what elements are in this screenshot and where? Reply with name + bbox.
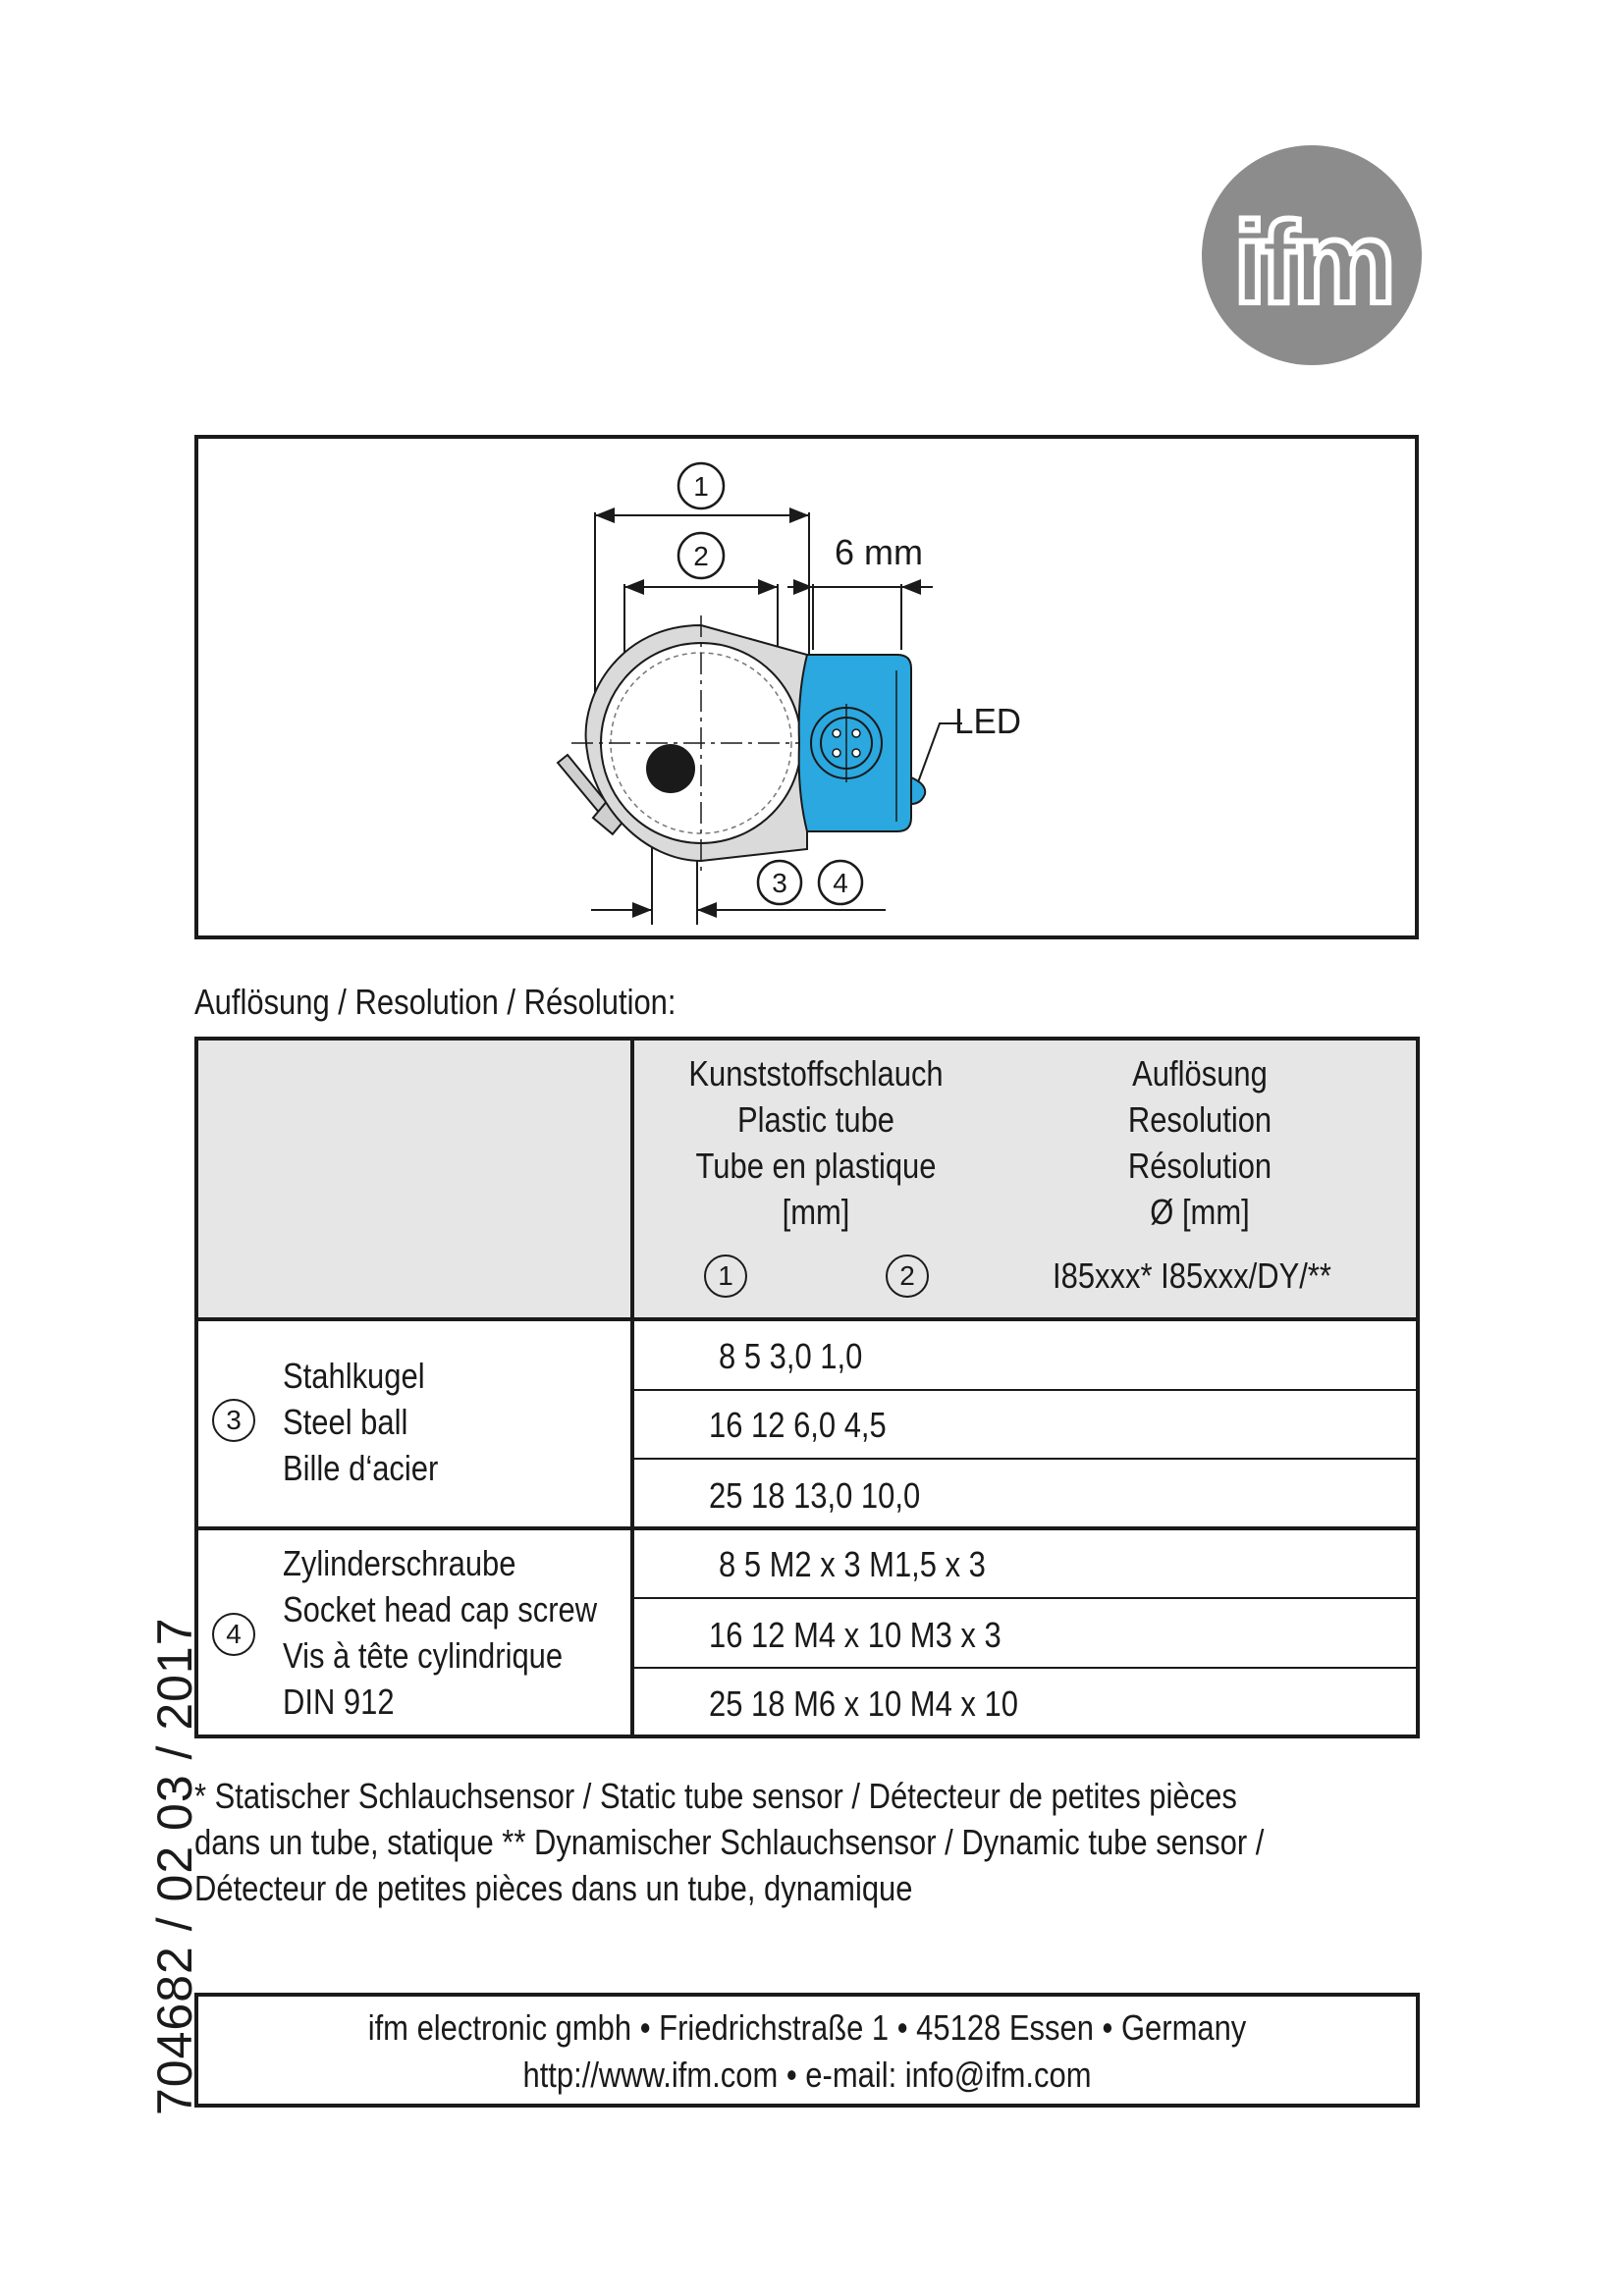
sensor-drawing [194, 435, 1419, 939]
col-marker-2: 2 [886, 1255, 929, 1298]
resolution-heading: Auflösung / Resolution / Résolution: [194, 982, 677, 1022]
svg-text:1: 1 [693, 471, 709, 502]
group-marker-4: 4 [212, 1613, 255, 1656]
table-row: 16 12 6,0 4,5 [709, 1405, 887, 1445]
group-label-socket-screw: Zylinderschraube Socket head cap screw Vis à tête cylindrique DIN 912 [283, 1543, 598, 1722]
table-row: 8 5 3,0 1,0 [719, 1336, 863, 1376]
logo-text: ifm [1233, 198, 1390, 328]
ifm-logo-icon [1200, 143, 1424, 367]
table-row: 25 18 M6 x 10 M4 x 10 [709, 1683, 1018, 1724]
callout-3 [758, 861, 801, 904]
document-number: 704682 / 02 03 / 2017 [147, 1617, 202, 2115]
footer-contact: http://www.ifm.com • e-mail: info@ifm.com [522, 2055, 1092, 2095]
callout-1 [678, 463, 724, 508]
table-row: 25 18 13,0 10,0 [709, 1475, 921, 1516]
group-label-steel-ball: Stahlkugel Steel ball Bille d‘acier [283, 1356, 439, 1488]
svg-text:4: 4 [833, 868, 848, 898]
table-row: 8 5 M2 x 3 M1,5 x 3 [719, 1544, 986, 1584]
callout-2 [678, 533, 724, 578]
table-row: 16 12 M4 x 10 M3 x 3 [709, 1615, 1001, 1655]
led-label: LED [954, 701, 1021, 741]
dimension-label: 6 mm [835, 532, 923, 572]
footer [194, 1993, 1420, 2108]
svg-text:3: 3 [772, 868, 787, 898]
sensor-types: I85xxx* I85xxx/DY/** [1053, 1255, 1331, 1296]
footer-address: ifm electronic gmbh • Friedrichstraße 1 • 45128 Essen • Germany [367, 2007, 1247, 2048]
col-marker-1: 1 [704, 1255, 747, 1298]
svg-text:2: 2 [693, 541, 709, 571]
resolution-table [194, 1037, 1420, 1738]
footnote: * Statischer Schlauchsensor / Static tube sensor / Détecteur de petites pièces dans un tube, statique ** Dynamischer Schlauchsensor / Dynamic tube sensor / Détecteur de petites pièces dans un tube, dynamique [194, 1776, 1265, 1908]
header-tube: Kunststoffschlauch Plastic tube Tube en plastique [mm] [688, 1053, 944, 1232]
group-marker-3: 3 [212, 1399, 255, 1442]
header-resolution: Auflösung Resolution Résolution Ø [mm] [1127, 1053, 1272, 1232]
callout-4 [819, 861, 862, 904]
